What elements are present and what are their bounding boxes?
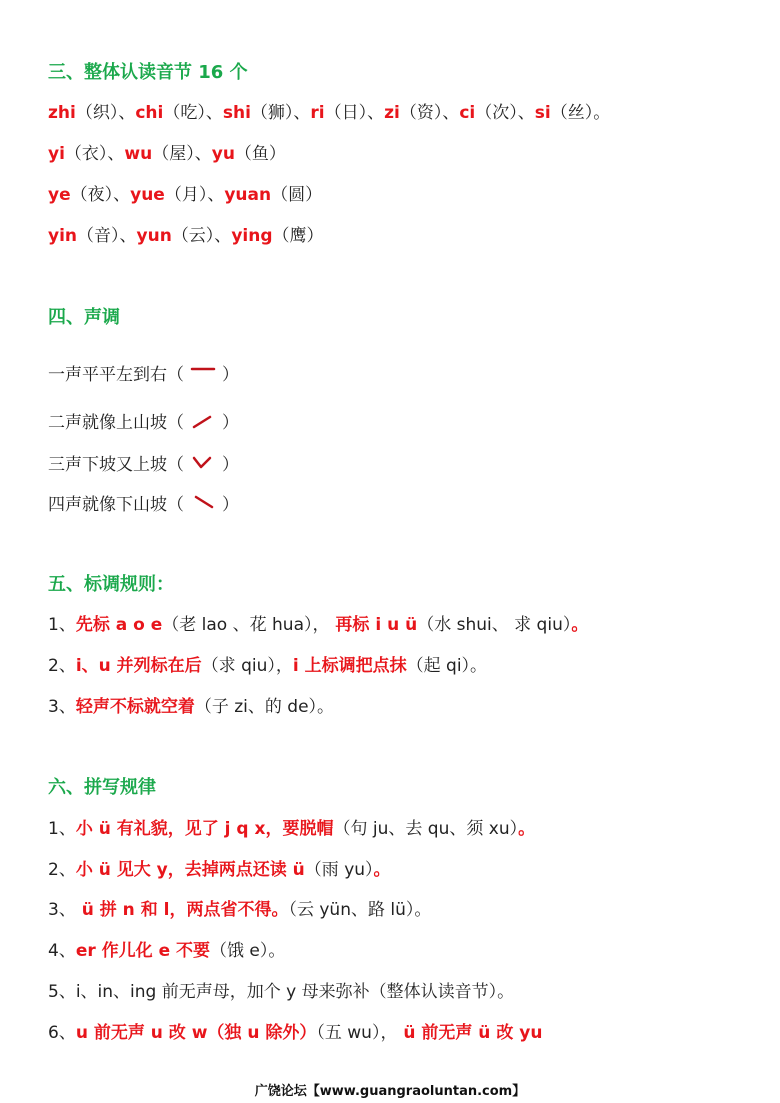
tone-description: 二声就像上山坡（ (48, 413, 184, 433)
syllable-char: （资）、 (399, 103, 460, 123)
syllable-char: （圆） (271, 185, 323, 205)
rule-highlight: 轻声不标就空着 (75, 697, 195, 717)
rule-text: （老 lao 、花 hua）， (162, 615, 330, 635)
syllable-pinyin: shi (222, 103, 251, 123)
tone-close-paren: ） (222, 365, 239, 385)
rule-text: 2、 (48, 656, 76, 676)
syllable-char: （云）、 (171, 226, 232, 246)
rule-highlight: 先标 a o e (75, 615, 163, 635)
tone-rule (48, 610, 588, 635)
rule-text: （雨 yu） (304, 860, 374, 880)
rule-text: （子 zi、的 de）。 (194, 697, 335, 717)
rule-highlight: 小 ü 有礼貌，见了 j q x，要脱帽 (75, 819, 334, 839)
tone-description: 一声平平左到右（ (48, 365, 184, 385)
rule-highlight: er 作儿化 e 不要 (75, 941, 211, 961)
syllable-char: （音）、 (77, 226, 137, 246)
spelling-rule (48, 895, 431, 920)
rule-highlight: 。 (571, 615, 589, 635)
spelling-rule (48, 814, 535, 839)
footer-source: 广饶论坛【www.guangraoluntan.com】 (254, 1084, 526, 1099)
spelling-rule (48, 977, 514, 1002)
syllable-char: （丝）。 (550, 103, 611, 123)
syllable-char: （次）、 (475, 103, 535, 123)
syllable-char: （织）、 (75, 103, 136, 123)
syllable-char: （鱼） (234, 144, 286, 164)
rule-text: 4、 (48, 941, 76, 961)
spelling-rule (48, 855, 391, 880)
rule-text: 1、 (48, 615, 76, 635)
tone-row (48, 490, 239, 515)
syllable-pinyin: zi (384, 103, 400, 123)
syllable-char: （月）、 (164, 185, 225, 205)
tone4-mark-icon (184, 492, 222, 514)
tone1-mark-icon (184, 362, 222, 384)
syllable-pinyin: chi (135, 103, 164, 123)
syllable-row (48, 221, 324, 246)
tone-row (48, 408, 239, 433)
rule-highlight: i、u 并列标在后 (75, 656, 202, 676)
tone-rule (48, 692, 334, 717)
rule-highlight: 再标 i u ü (329, 615, 418, 635)
rule-text: 3、 (48, 697, 76, 717)
rule-text: （起 qi）。 (406, 656, 488, 676)
rule-highlight: i 上标调把点抹 (292, 656, 407, 676)
syllable-char: （鹰） (272, 226, 324, 246)
rule-text: 6、 (48, 1023, 76, 1043)
syllable-pinyin: wu (124, 144, 153, 164)
tone-row (48, 450, 239, 475)
syllable-char: （屋）、 (152, 144, 212, 164)
tone3-mark-icon (184, 452, 222, 474)
rule-highlight: 。 (518, 819, 536, 839)
tone-description: 三声下坡又上坡（ (48, 455, 184, 475)
rule-highlight: ü 拼 n 和 l，两点省不得。 (75, 900, 289, 920)
rule-text: （五 wu）， (316, 1023, 398, 1043)
syllable-pinyin: ying (231, 226, 273, 246)
section6-heading: 六、拼写规律 (48, 777, 156, 798)
rule-highlight: u 前无声 u 改 w（独 u 除外） (75, 1023, 317, 1043)
syllable-pinyin: ye (48, 185, 71, 205)
section3-heading: 三、整体认读音节 16 个 (48, 62, 248, 83)
rule-text: （饿 e）。 (210, 941, 286, 961)
rule-text: 2、 (48, 860, 76, 880)
rule-highlight: 小 ü 见大 y，去掉两点还读 ü (75, 860, 305, 880)
rule-text: （句 ju、去 qu、须 xu） (333, 819, 519, 839)
rule-text: （水 shui、 求 qiu） (417, 615, 572, 635)
syllable-char: （吃）、 (163, 103, 223, 123)
syllable-pinyin: yu (211, 144, 235, 164)
syllable-pinyin: ri (310, 103, 325, 123)
tone-description: 四声就像下山坡（ (48, 495, 184, 515)
syllable-pinyin: ci (459, 103, 476, 123)
syllable-char: （狮）、 (250, 103, 311, 123)
spelling-rule (48, 936, 285, 961)
section4-heading: 四、声调 (48, 307, 120, 328)
tone-close-paren: ） (222, 413, 239, 433)
rule-text: （云 yün、路 lü）。 (288, 900, 432, 920)
syllable-row (48, 180, 322, 205)
syllable-pinyin: yi (48, 144, 65, 164)
syllable-char: （日）、 (324, 103, 385, 123)
tone2-mark-icon (184, 410, 222, 432)
tone-row (48, 360, 239, 385)
syllable-pinyin: yin (48, 226, 78, 246)
rule-text: 5、i、in、ing 前无声母，加个 y 母来弥补（整体认读音节）。 (48, 982, 515, 1002)
tone-close-paren: ） (222, 495, 239, 515)
syllable-char: （夜）、 (70, 185, 131, 205)
spelling-rule (48, 1018, 542, 1043)
rule-text: （求 qiu）， (201, 656, 293, 676)
rule-text: 1、 (48, 819, 76, 839)
syllable-pinyin: yuan (224, 185, 272, 205)
tone-rule (48, 651, 487, 676)
syllable-pinyin: yue (130, 185, 165, 205)
syllable-pinyin: si (534, 103, 551, 123)
syllable-pinyin: zhi (48, 103, 76, 123)
tone-close-paren: ） (222, 455, 239, 475)
syllable-row (48, 139, 286, 164)
rule-text: 3、 (48, 900, 76, 920)
syllable-pinyin: yun (136, 226, 172, 246)
rule-highlight: 。 (373, 860, 391, 880)
section5-heading: 五、标调规则： (48, 574, 174, 595)
syllable-row (48, 98, 610, 123)
syllable-char: （衣）、 (64, 144, 125, 164)
rule-highlight: ü 前无声 ü 改 yu (397, 1023, 543, 1043)
